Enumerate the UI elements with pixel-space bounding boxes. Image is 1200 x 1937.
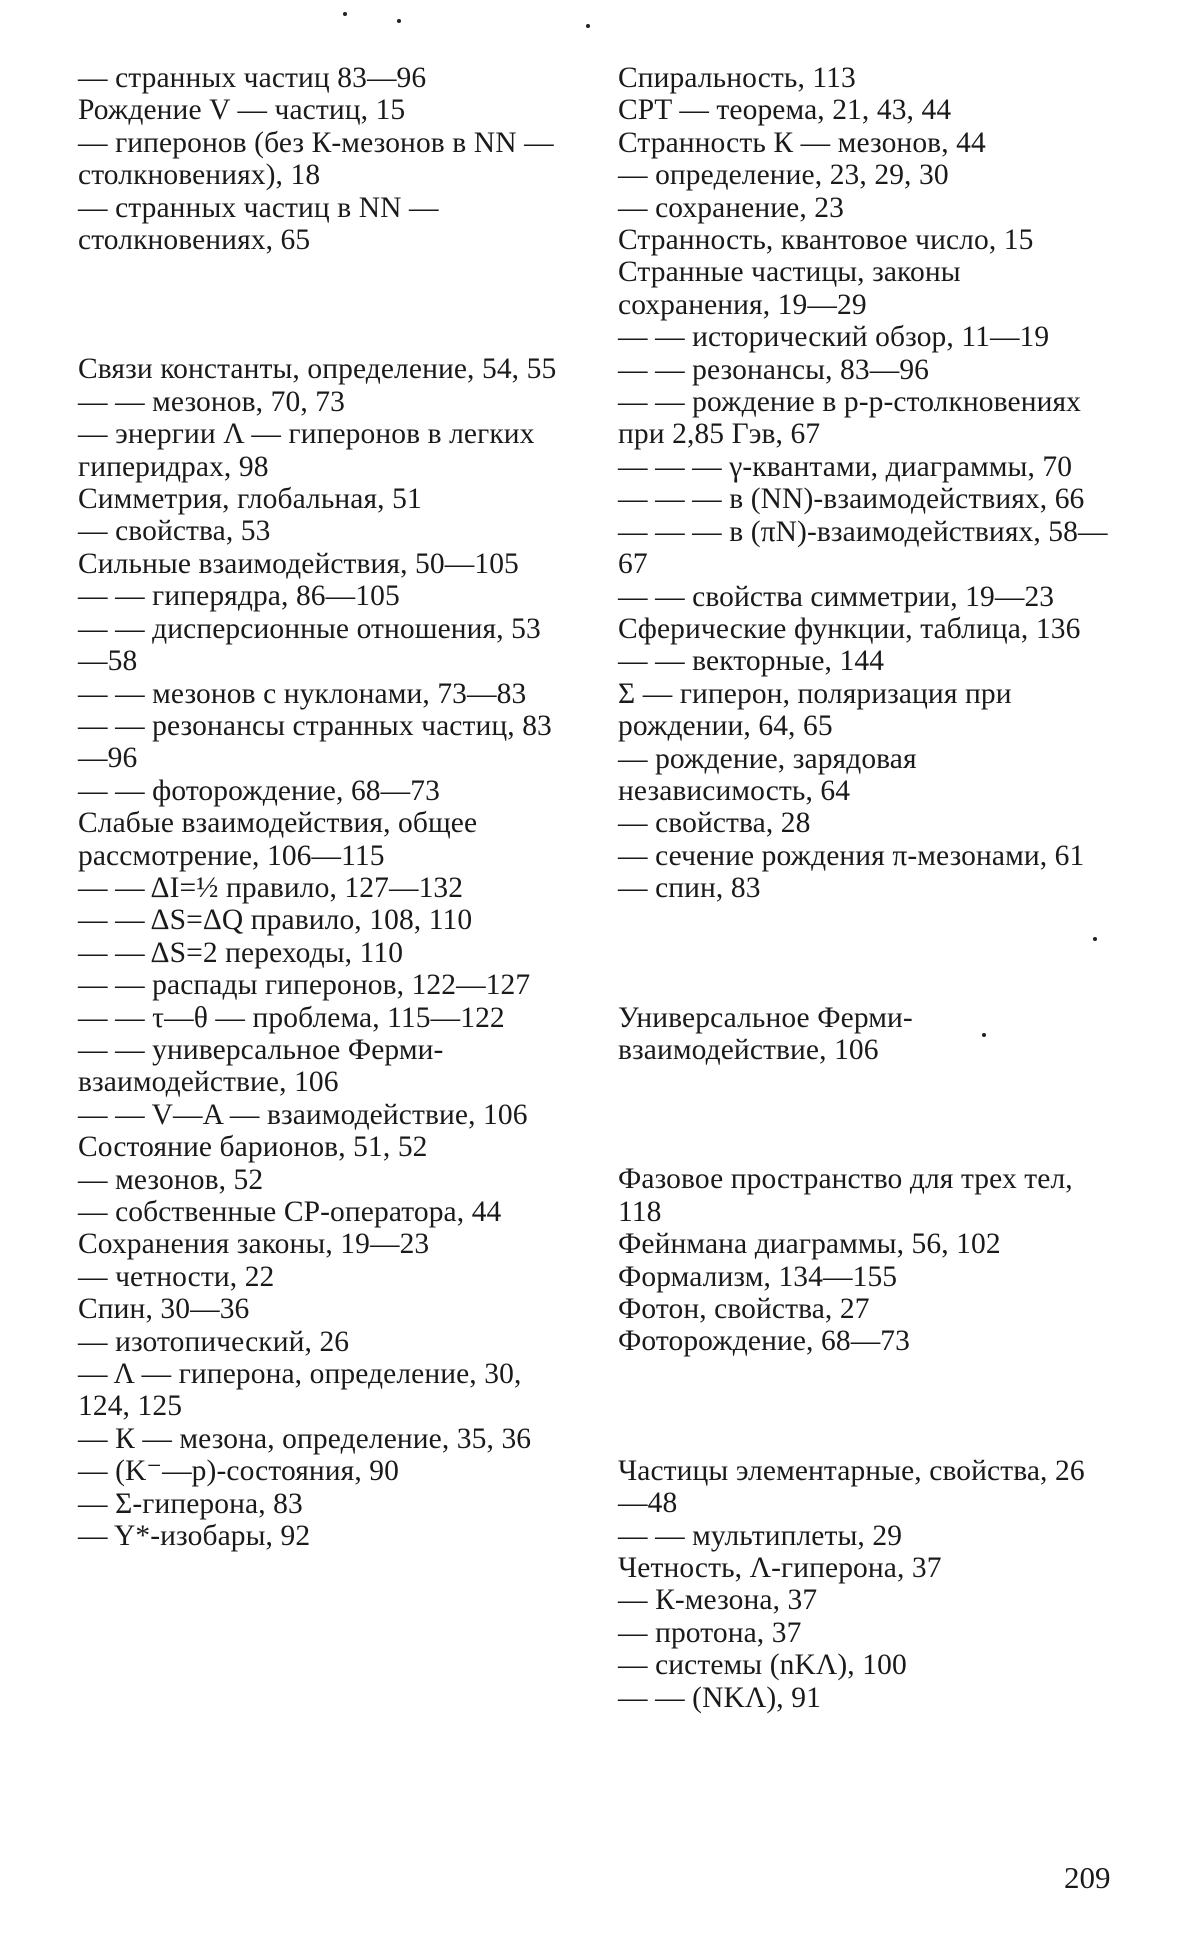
page-number: 209 bbox=[1064, 1860, 1111, 1895]
index-entry: — свойства, 53 bbox=[78, 515, 271, 548]
index-entry: — четности, 22 bbox=[78, 1260, 275, 1293]
index-entry: — — резонансы странных частиц, 83—96 bbox=[78, 709, 552, 775]
index-entry: — — распады гиперонов, 122—127 bbox=[78, 969, 531, 1002]
index-entry: Фейнмана диаграммы, 56, 102 bbox=[618, 1228, 1001, 1261]
index-entry: — странных частиц в NN — столкновениях, 65 bbox=[78, 191, 447, 257]
index-entry: Связи константы, определение, 54, 55 bbox=[78, 353, 557, 386]
index-entry: Спиральность, 113 bbox=[618, 62, 856, 94]
section-gap bbox=[618, 1358, 1110, 1455]
index-entry: — — — в (NN)-взаимодействиях, 66 bbox=[618, 483, 1085, 516]
index-entry: Формализм, 134—155 bbox=[618, 1260, 898, 1293]
index-entry: Странность, квантовое число, 15 bbox=[618, 224, 1034, 257]
index-entry: — — универсальное Ферми-взаимодействие, 106 bbox=[78, 1033, 444, 1099]
index-entry: — — ΔS=ΔQ правило, 108, 110 bbox=[78, 904, 473, 937]
section-gap bbox=[618, 905, 1110, 1002]
index-entry: — — τ—θ — проблема, 115—122 bbox=[78, 1001, 505, 1034]
index-entry: Универсальное Ферми-взаимодействие, 106 bbox=[618, 1001, 913, 1066]
index-entry: — системы (nKΛ), 100 bbox=[618, 1649, 907, 1682]
index-entry: Странность К — мезонов, 44 bbox=[618, 126, 986, 159]
scan-speck bbox=[343, 12, 347, 16]
index-entry: — собственные CP-оператора, 44 bbox=[78, 1196, 502, 1228]
index-entry: — протона, 37 bbox=[618, 1616, 802, 1649]
index-entry: Слабые взаимодействия, общее рассмотрение, 106—115 bbox=[78, 807, 485, 872]
index-entry: — мезонов, 52 bbox=[78, 1163, 264, 1196]
index-entry: — — — γ-квантами, диаграммы, 70 bbox=[618, 450, 1073, 483]
index-entry: — спин, 83 bbox=[618, 872, 761, 905]
index-entry: CPT — теорема, 21, 43, 44 bbox=[618, 94, 952, 127]
index-entry: Состояние барионов, 51, 52 bbox=[78, 1131, 428, 1164]
scan-speck bbox=[586, 24, 590, 28]
index-entry: Четность, Λ-гиперона, 37 bbox=[618, 1552, 942, 1585]
index-entry: — — — в (πN)-взаимодействиях, 58—67 bbox=[618, 515, 1108, 581]
index-entry: Фоторождение, 68—73 bbox=[618, 1325, 910, 1358]
index-entry: — — ΔI=½ правило, 127—132 bbox=[78, 871, 464, 904]
index-entry: Сохранения законы, 19—23 bbox=[78, 1228, 430, 1261]
index-entry: — — гиперядра, 86—105 bbox=[78, 580, 400, 613]
index-entry: — Y*-изобары, 92 bbox=[78, 1520, 311, 1553]
index-entry: — — мезонов, 70, 73 bbox=[78, 385, 345, 418]
index-entry: Фазовое пространство для трех тел, 118 bbox=[618, 1163, 1081, 1228]
index-column-left bbox=[78, 62, 563, 1552]
section-gap bbox=[618, 1066, 1110, 1163]
index-entry: — энергии Λ — гиперонов в легких гиперидрах, 98 bbox=[78, 418, 542, 483]
index-entry: — свойства, 28 bbox=[618, 807, 811, 840]
scan-speck bbox=[982, 1033, 986, 1037]
index-entry: — — резонансы, 83—96 bbox=[618, 353, 930, 386]
index-entry: Фотон, свойства, 27 bbox=[618, 1293, 870, 1325]
index-entry: — — рождение в p-p-столкновениях при 2,85 Гэв, 67 bbox=[618, 386, 1089, 451]
index-column-right bbox=[618, 62, 1110, 1714]
index-entry: — — свойства симметрии, 19—23 bbox=[618, 580, 1055, 613]
index-entry: — — ΔS=2 переходы, 110 bbox=[78, 936, 404, 969]
index-entry: Симметрия, глобальная, 51 bbox=[78, 483, 422, 516]
index-entry: — сохранение, 23 bbox=[618, 191, 844, 224]
index-entry: — — фоторождение, 68—73 bbox=[78, 774, 440, 807]
index-entry: — гиперонов (без К-мезонов в NN — столкновениях), 18 bbox=[78, 126, 562, 192]
index-entry: — — исторический обзор, 11—19 bbox=[618, 321, 1050, 354]
index-entry: — — V—A — взаимодействие, 106 bbox=[78, 1098, 528, 1131]
index-entry: — К — мезона, определение, 35, 36 bbox=[78, 1422, 532, 1455]
index-entry: — — (NKΛ), 91 bbox=[618, 1681, 821, 1714]
index-entry: — рождение, зарядовая независимость, 64 bbox=[618, 742, 925, 807]
index-entry: — — векторные, 144 bbox=[618, 645, 885, 678]
index-entry: Странные частицы, законы сохранения, 19—29 bbox=[618, 256, 969, 321]
index-entry: — Σ-гиперона, 83 bbox=[78, 1487, 303, 1520]
index-entry: — Λ — гиперона, определение, 30, 124, 125 bbox=[78, 1358, 529, 1423]
index-entry: Спин, 30—36 bbox=[78, 1293, 250, 1326]
index-entry: Σ — гиперон, поляризация при рождении, 64, 65 bbox=[618, 677, 1020, 743]
index-entry: Сильные взаимодействия, 50—105 bbox=[78, 547, 519, 580]
index-entry: — сечение рождения π-мезонами, 61 bbox=[618, 839, 1085, 872]
index-entry: — (K⁻—p)-состояния, 90 bbox=[78, 1455, 399, 1488]
scan-speck bbox=[397, 19, 401, 23]
index-entry: — определение, 23, 29, 30 bbox=[618, 159, 949, 192]
scan-speck bbox=[1093, 937, 1097, 941]
index-entry: — изотопический, 26 bbox=[78, 1325, 350, 1358]
index-entry: — — мультиплеты, 29 bbox=[618, 1519, 903, 1552]
index-entry: — — мезонов с нуклонами, 73—83 bbox=[78, 677, 527, 710]
index-entry: — странных частиц 83—96 bbox=[78, 62, 427, 94]
index-entry: — К-мезона, 37 bbox=[618, 1584, 818, 1617]
index-entry: Частицы элементарные, свойства, 26—48 bbox=[618, 1454, 1085, 1520]
index-entry: Рождение V — частиц, 15 bbox=[78, 94, 406, 127]
section-gap bbox=[78, 256, 563, 353]
index-entry: Сферические функции, таблица, 136 bbox=[618, 612, 1081, 645]
index-entry: — — дисперсионные отношения, 53—58 bbox=[78, 612, 541, 678]
